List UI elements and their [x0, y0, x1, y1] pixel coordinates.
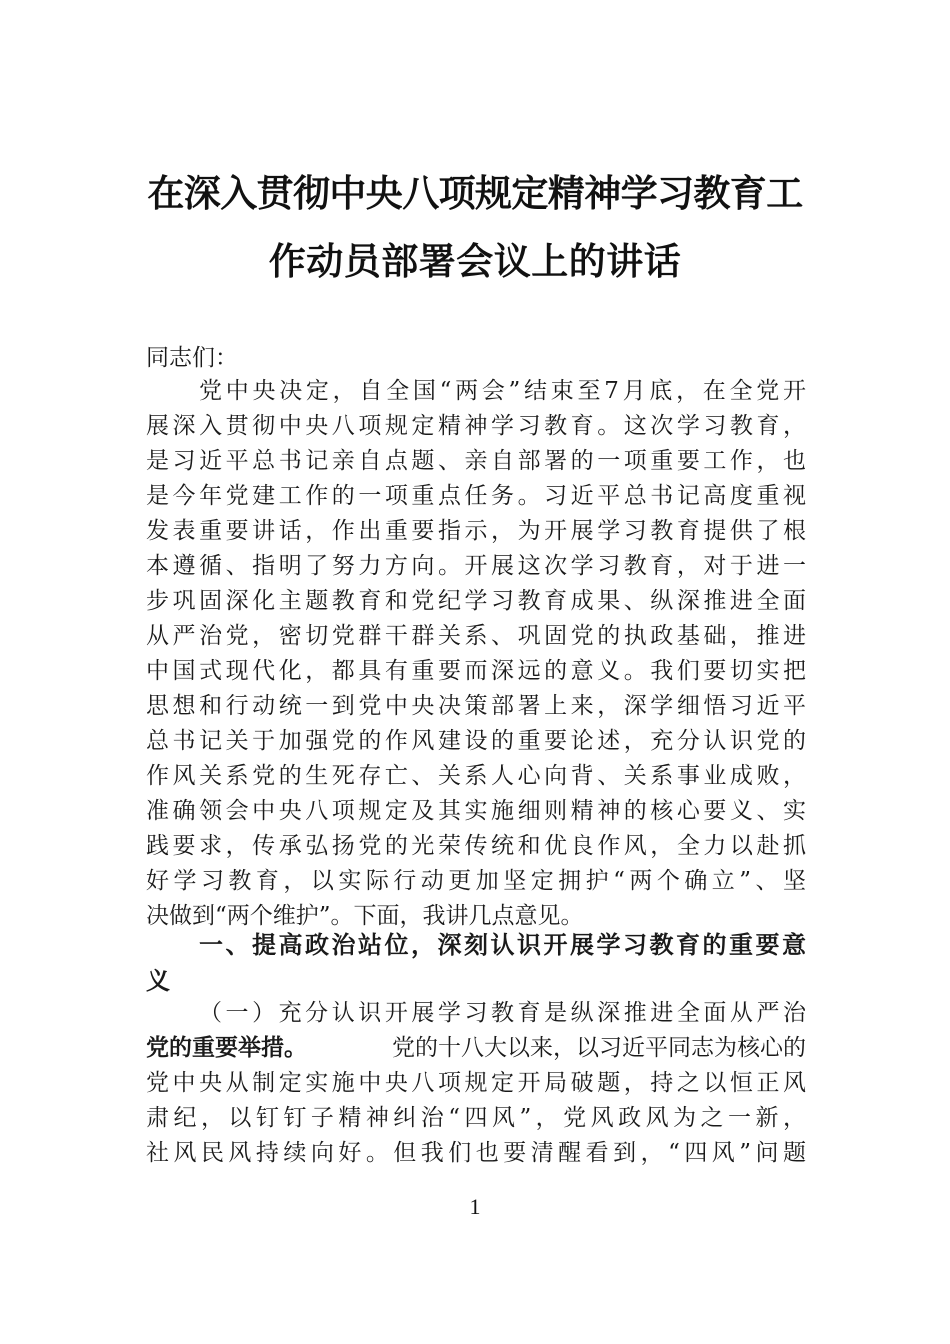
document-title-line-2: 作动员部署会议上的讲话 — [268, 240, 682, 283]
paragraph-line: 本遵循、指明了努力方向。开展这次学习教育，对于进一 — [146, 553, 806, 579]
paragraph-line: 作风关系党的生死存亡、关系人心向背、关系事业成败， — [146, 763, 806, 789]
paragraph-line: 准确领会中央八项规定及其实施细则精神的核心要义、实 — [146, 798, 806, 824]
paragraph-line: 思想和行动统一到党中央决策部署上来，深学细悟习近平 — [146, 693, 806, 719]
paragraph-line: 中国式现代化，都具有重要而深远的意义。我们要切实把 — [146, 658, 806, 684]
paragraph-line: 践要求，传承弘扬党的光荣传统和优良作风，全力以赴抓 — [146, 833, 806, 859]
paragraph-line: 好学习教育，以实际行动更加坚定拥护“两个确立”、坚 — [146, 868, 806, 894]
paragraph-line: 党中央从制定实施中央八项规定开局破题，持之以恒正风 — [146, 1070, 806, 1096]
subsection-heading-end: 党的重要举措。 — [146, 1034, 307, 1061]
paragraph-line: 发表重要讲话，作出重要指示，为开展学习教育提供了根 — [146, 518, 806, 544]
paragraph-line: 总书记关于加强党的作风建设的重要论述，充分认识党的 — [146, 728, 806, 754]
document-title-line-1: 在深入贯彻中央八项规定精神学习教育工 — [147, 172, 803, 215]
page-number: 1 — [469, 1194, 481, 1219]
paragraph-line: 社风民风持续向好。但我们也要清醒看到，“四风”问题 — [146, 1140, 806, 1166]
salutation: 同志们： — [146, 345, 238, 371]
section-heading-line-2: 义 — [146, 967, 170, 995]
paragraph-line: 党中央决定，自全国“两会”结束至7月底，在全党开 — [199, 378, 806, 404]
paragraph-line: 是今年党建工作的一项重点任务。习近平总书记高度重视 — [146, 483, 806, 509]
paragraph-line: 步巩固深化主题教育和党纪学习教育成果、纵深推进全面 — [146, 588, 806, 614]
paragraph-line: 从严治党，密切党群干群关系、巩固党的执政基础，推进 — [146, 623, 806, 649]
subsection-heading-line-1: （一）充分认识开展学习教育是纵深推进全面从严治 — [199, 1000, 806, 1026]
subsection-text: 党的十八大以来，以习近平同志为核心的 — [392, 1035, 806, 1061]
subsection-line-2 — [146, 1030, 806, 1066]
paragraph-line: 决做到“两个维护”。下面，我讲几点意见。 — [146, 903, 584, 929]
section-heading-line-1: 一、提高政治站位，深刻认识开展学习教育的重要意 — [199, 931, 806, 959]
paragraph-line: 是习近平总书记亲自点题、亲自部署的一项重要工作，也 — [146, 448, 806, 474]
paragraph-line: 肃纪，以钉钉子精神纠治“四风”，党风政风为之一新， — [146, 1105, 806, 1131]
paragraph-line: 展深入贯彻中央八项规定精神学习教育。这次学习教育， — [146, 413, 806, 439]
